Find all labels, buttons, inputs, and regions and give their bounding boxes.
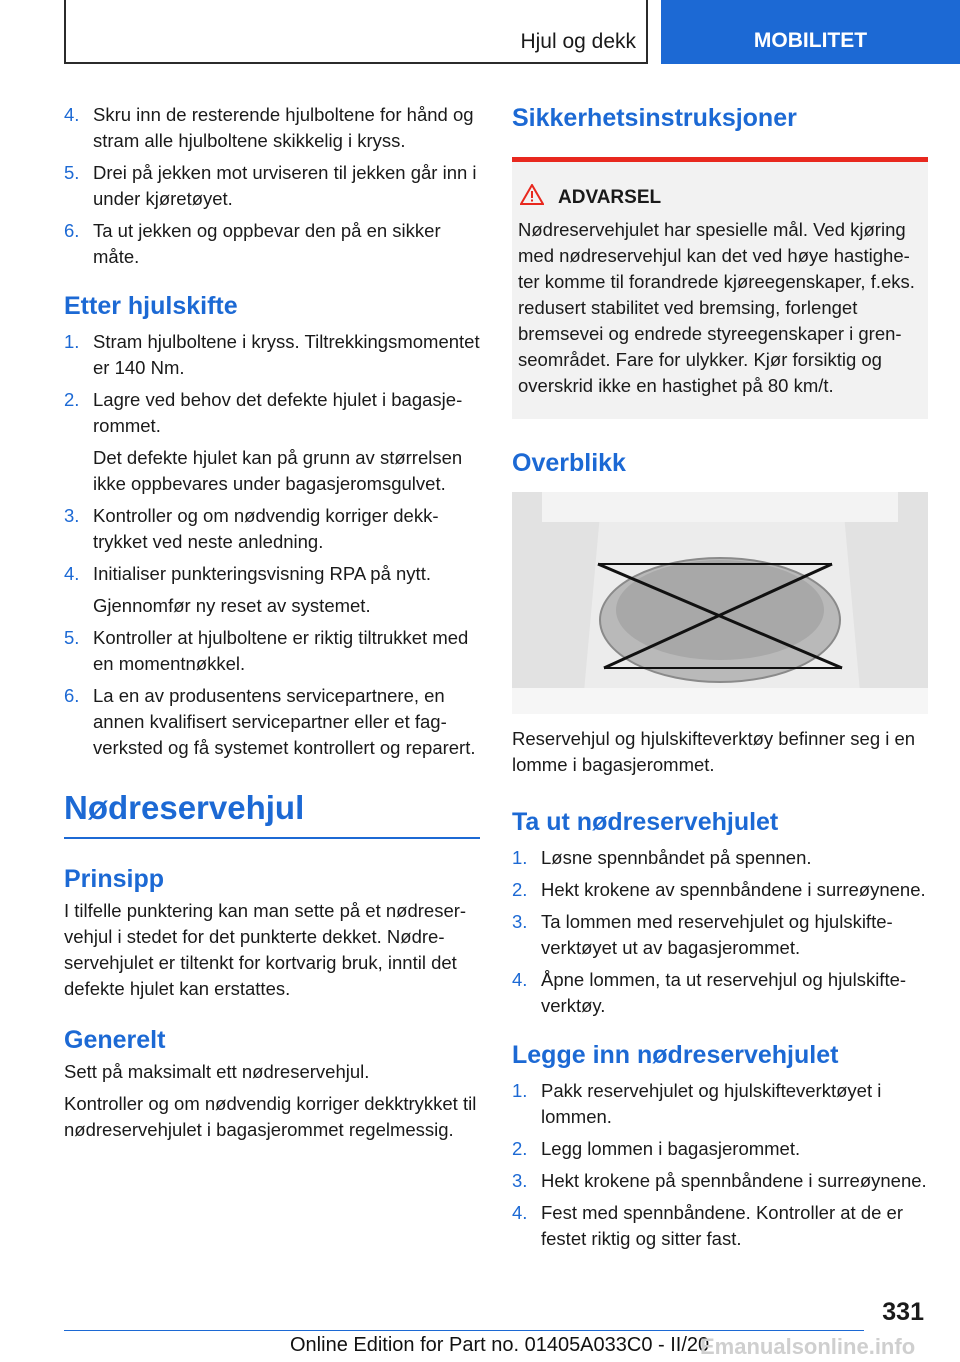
list-item: 4. Initialiser punkteringsvisning RPA på nytt. — [64, 563, 431, 584]
list-item: 2. Lagre ved behov det defekte hjulet i bagasjerommet. — [64, 389, 463, 436]
watermark: Emanualsonline.info — [700, 1334, 916, 1359]
list-item: 4. Fest med spennbåndene. Kontroller at de er festet riktig og sitter fast. — [512, 1202, 904, 1249]
principle-text: I tilfelle punktering kan man sette på et nødreservehjul i stedet for det punkterte dekket. Nødreservehjulet er tiltenkt for kortvarig bruk, inntil det defekte hjulet kan erstattes. — [64, 900, 467, 999]
list-item: 5. Drei på jekken mot urviseren til jekken går inn i under kjøretøyet. — [64, 162, 477, 209]
warning-label: ADVARSEL — [558, 186, 662, 208]
warning-header — [518, 184, 922, 211]
list-item: 4. Skru inn de resterende hjulboltene for hånd og stram alle hjulboltene skikkelig i kryss. — [64, 104, 474, 151]
list-item: 1. Stram hjulboltene i kryss. Tiltrekkingsmomentet er 140 Nm. — [64, 331, 480, 378]
list-item: 3. Ta lommen med reservehjulet og hjulskifteverktøyet ut av bagasjerommet. — [512, 911, 893, 958]
page-number: 331 — [882, 1298, 924, 1326]
list-item: 3. Hekt krokene på spennbåndene i surreøynene. — [512, 1170, 927, 1191]
list-item: 2. Hekt krokene av spennbåndene i surreøynene. — [512, 879, 926, 900]
header-section-title: Hjul og dekk — [520, 30, 636, 53]
list-item: 6. La en av produsentens servicepartnere, en annen kvalifisert servicepartner eller et fagverksted og få systemet kontrollert og reparert. — [64, 685, 476, 758]
footer-edition: Online Edition for Part no. 01405A033C0 - II/20 — [290, 1334, 710, 1356]
footer-divider — [64, 1330, 864, 1331]
section-title-principle: Prinsipp — [64, 865, 165, 893]
general-text-2: Kontroller og om nødvendig korriger dekktrykket til nødreservehjulet i bagasjerommet regelmessig. — [64, 1093, 477, 1140]
list-item: 2. Legg lommen i bagasjerommet. — [512, 1138, 801, 1159]
section-title-remove: Ta ut nødreservehjulet — [512, 808, 779, 836]
list-item: 5. Kontroller at hjulboltene er riktig tiltrukket med en momentnøkkel. — [64, 627, 469, 674]
section-title-overview: Overblikk — [512, 449, 626, 477]
warning-box — [512, 157, 928, 419]
warning-triangle-icon — [520, 184, 558, 211]
header-tab-mobilitet[interactable]: MOBILITET — [661, 0, 960, 64]
step-note: Gjennomfør ny reset av systemet. — [93, 595, 371, 616]
list-item: 1. Løsne spennbåndet på spennen. — [512, 847, 812, 868]
section-title-insert: Legge inn nødreservehjulet — [512, 1041, 839, 1069]
right-column — [512, 102, 928, 1258]
steps-top — [64, 102, 480, 270]
spare-wheel-photo — [512, 492, 928, 714]
list-item: 4. Åpne lommen, ta ut reservehjul og hjulskifteverktøy. — [512, 969, 907, 1016]
general-text-1: Sett på maksimalt ett nødreservehjul. — [64, 1061, 370, 1082]
warning-text: Nødreservehjulet har spesielle mål. Ved kjøring med nødreservehjul kan det ved høye hastigheter komme til forandrede kjøreegenskaper, f.eks. redusert stabilitet ved bremsing, forlenget bremsevei og endrede styreegenskaper i grenseområdet. Fare for ulykker. Kjør forsiktig og overskrid ikke en hastighet på 80 km/t. — [518, 219, 915, 396]
step-note: Det defekte hjulet kan på grunn av størrelsen ikke oppbevares under bagasjeromsgulvet. — [93, 447, 463, 494]
chapter-title: Nødreservehjul — [64, 789, 480, 839]
list-item: 3. Kontroller og om nødvendig korriger dekktrykket ved neste anledning. — [64, 505, 439, 552]
list-item: 6. Ta ut jekken og oppbevar den på en sikker måte. — [64, 220, 441, 267]
section-title-safety: Sikkerhetsinstruksjoner — [512, 104, 797, 132]
list-item: 1. Pakk reservehjulet og hjulskifteverktøyet i lommen. — [512, 1080, 882, 1127]
photo-caption: Reservehjul og hjulskifteverktøy befinner seg i en lomme i bagasjerommet. — [512, 728, 916, 775]
section-title-general: Generelt — [64, 1026, 166, 1054]
left-column — [64, 102, 480, 1149]
section-title-after: Etter hjulskifte — [64, 292, 238, 320]
